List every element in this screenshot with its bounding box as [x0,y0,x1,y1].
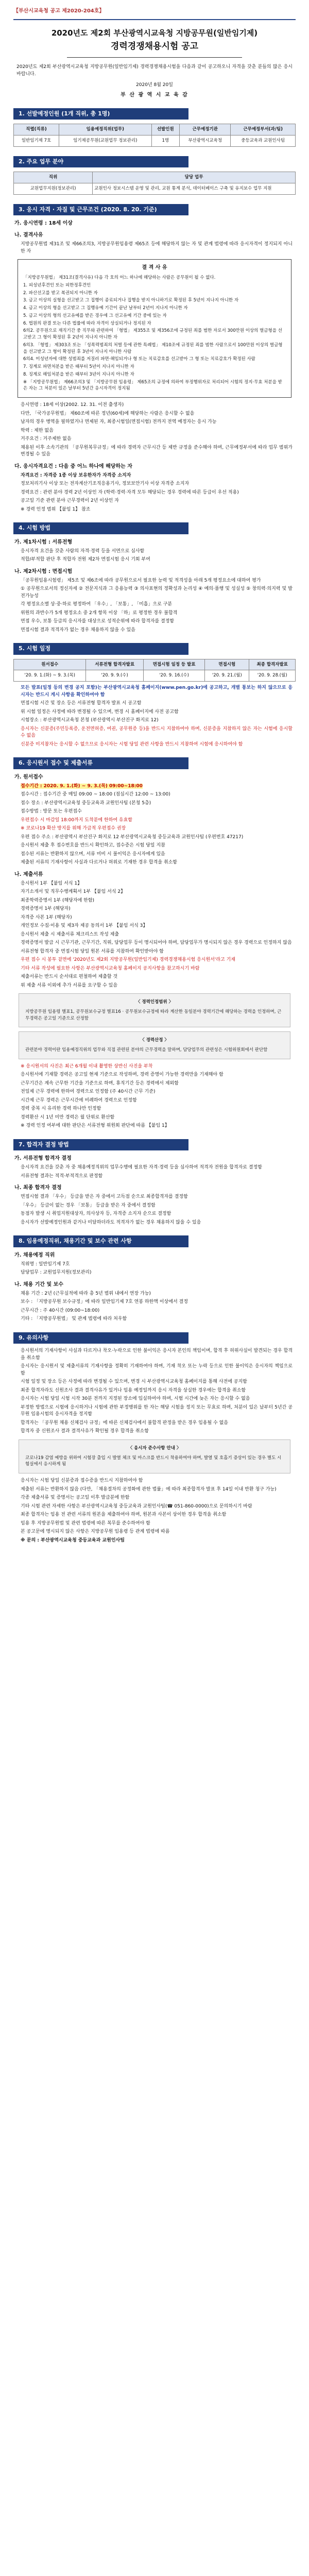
box-text: 지방공무원 임용령 별표1, 공무원보수규정 별표16 · 공무원보수규정에 따라 계산한 동일분야 경력기간에 해당하는 경력을 인정하며, 근무경력은 공고일 기준으로 산정함 [25,1009,282,1021]
section-7-title: 7. 합격자 결정 방법 [13,1139,188,1151]
box-line: 8. 징계로 해임처분을 받은 때부터 3년이 지나지 아니한 자 [23,371,134,377]
box-line: 6의3. 「형법」 제303조 또는 「성폭력범죄의 처벌 등에 관한 특례법」 제10조에 규정된 죄를 범한 사람으로서 100만원 이상의 벌금형을 선고받고 그 형이 확정된 후 3년이 지나지 아니한 사람 [23,342,283,354]
paragraph: 응시원서 1부 【붙임 서식 1】 [21,880,82,886]
paragraph: 최종학력증명서 1부 (해당자에 한함) [21,897,95,903]
section-2-title: 2. 주요 업무 분야 [13,156,188,168]
paragraph: 모든 발표(일정 등의 변경 공지 포함)는 부산광역시교육청 홈페이지(www.pen.go.kr)에 공고하고, 개별 통보는 하지 않으므로 응시자는 반드시 게시 사항을 확인하여야 함 [21,685,293,698]
paragraph: 기타 : 「지방공무원법」 및 관계 법령에 따라 처우함 [21,1316,127,1322]
section-6-title: 6. 응시원서 접수 및 제출서류 [13,757,188,769]
subheading: 나. 최종 합격자 결정 [14,1185,62,1191]
box-line: 2. 파산선고를 받고 복권되지 아니한 자 [23,290,98,296]
paragraph: 제출된 서류는 반환하지 않음 (다만, 「채용절차의 공정화에 관한 법률」에 따라 최종합격자 발표 후 14일 이내 반환 청구 가능) [21,1486,277,1492]
paragraph: 우편 접수 주소 : 부산광역시 부산진구 화지로 12 부산광역시교육청 중등교육과 교원인사팀 (우편번호 47217) [21,834,244,840]
paragraph: 위 제출 서류 이외에 추가 서류를 요구할 수 있음 [21,982,118,988]
table-row [14,670,296,682]
paragraph: ※ 경력 인정 범위 【붙임 1】 참조 [21,506,91,512]
box-line: 6. 법원의 판결 또는 다른 법률에 따라 자격이 상실되거나 정지된 자 [23,320,151,326]
paragraph: 응시원서의 기재사항이 사실과 다르거나 착오·누락으로 인한 불이익은 응시자 본인의 책임이며, 합격 후 허위사실이 발견되는 경우 합격을 취소함 [21,1348,293,1361]
table-header: 선발인원 [151,124,179,135]
notice-box [19,1439,290,1473]
table-cell: '20. 9. 9.(수) [86,670,143,682]
paragraph: ※ 코로나19 확산 방지를 위해 가급적 우편접수 권장 [21,826,126,831]
notice-date: 2020년 8월 20일 [136,82,173,88]
table-cell: 임기제공무원(교원업무 정보관리) [59,135,152,146]
table-header: 서류전형 합격자발표 [86,659,143,670]
paragraph: 면접시험 시간 및 장소 등은 서류전형 합격자 발표 시 공고함 [21,701,142,706]
paragraph: 자기소개서 및 직무수행계획서 1부 【붙임 서식 2】 [21,889,126,894]
box-line: 6의2. 공무원으로 재직기간 중 직무와 관련하여 「형법」 제355조 및 제356조에 규정된 죄를 범한 자로서 300만원 이상의 벌금형을 선고받고 그 형이 확정된 후 2년이 지나지 아니한 자 [23,328,282,340]
paragraph: 「공무원임용시험령」 제5조 및 제6조에 따라 공무원으로서 필요한 능력 및 적격성을 아래 5개 평정요소에 대하여 평가 [21,578,261,583]
paragraph: ※ 응시원서의 사진은 최근 6개월 이내 촬영한 상반신 사진을 부착 [21,1063,153,1069]
table-header: 근무예정부서(과/팀) [231,124,296,135]
paragraph: 면접시험 결과 적격자가 없는 경우 채용하지 않을 수 있음 [21,627,135,633]
table-header: 면접시험 [205,659,249,670]
recruit-table [13,124,296,147]
paragraph: 경력 중복 시 유리한 경력 하나만 인정함 [21,1106,101,1112]
paragraph: 시험장소 : 부산광역시교육청 본청 (부산광역시 부산진구 화지로 12) [21,718,159,723]
paragraph: 각 평정요소별 상·중·하로 평정하여 「우수」, 「보통」, 「미흡」으로 구분 [21,602,173,607]
table-cell: '20. 9. 1.(화) ~ 9. 3.(목) [14,670,86,682]
paragraph: 응시자는 신분증(주민등록증, 운전면허증, 여권, 공무원증 등)을 반드시 지참하여야 하며, 신분증을 지참하지 않은 자는 시험에 응시할 수 없음 [21,726,293,738]
table-cell: 교원업무지원(정보관리) [14,183,93,194]
paragraph: 응시자는 시험 당일 시험 시작 30분 전까지 지정된 장소에 입실하여야 하며, 시험 시간에 늦은 자는 응시할 수 없음 [21,1396,250,1402]
paragraph: 경력증명서 발급 시 근무기관, 근무기간, 직위, 담당업무 등이 명시되어야 하며, 담당업무가 명시되지 않은 경우 경력으로 인정하지 않음 [21,940,292,945]
paragraph: 서류전형 결과는 적격·부적격으로 판정함 [21,1173,103,1179]
paragraph: 최종 합격자는 임용 전 관련 서류의 원본을 제출하여야 하며, 원본과 사본이 상이한 경우 합격을 취소함 [21,1512,227,1517]
subheading: 나. 제출서류 [14,871,43,877]
table-header: 최종 합격자발표 [249,659,296,670]
paragraph: 근무시간 : 주 40시간 (09:00~18:00) [21,1308,100,1313]
subheading: 나. 결격사유 [14,232,43,238]
issuer: 부 산 광 역 시 교 육 감 [121,92,188,98]
subheading: 가. 응시연령 : 18세 이상 [14,221,73,226]
subheading: 나. 제2차시험 : 면접시험 [14,568,73,574]
box-line: 3. 금고 이상의 실형을 선고받고 그 집행이 종료되거나 집행을 받지 아니하기로 확정된 후 5년이 지나지 아니한 자 [23,298,239,303]
table-cell: '20. 9. 21.(월) [205,670,249,682]
section-5-title: 5. 시험 일정 [13,643,188,655]
paragraph: 지방공무원법 제31조 및 제66조의3, 지방공무원임용령 제65조 등에 해당하지 않는 자 및 관계 법령에 따라 응시자격이 정지되지 아니한 자 [21,242,293,254]
box-line: 4. 금고 이상의 형을 선고받고 그 집행유예 기간이 끝난 날부터 2년이 지나지 아니한 자 [23,306,188,311]
box-line: ※ 「지방공무원법」 제66조의3 및 「지방공무원 임용령」 제65조의 규정에 의하여 부정행위자로 처리되어 시험의 정지·무효 처분을 받은 자는 그 처분이 있은 날부터 5년간 응시자격이 정지됨 [23,379,282,392]
paragraph: 위 시험 일정은 사정에 따라 변경될 수 있으며, 변경 시 홈페이지에 사전 공고함 [21,709,179,715]
paragraph: 다만, 「국가공무원법」 제60조에 따른 정년(60세)에 해당하는 사람은 응시할 수 없음 [21,411,195,416]
subheading: 다. 응시자격요건 : 다음 중 어느 하나에 해당하는 자 [14,463,132,469]
paragraph: 본 공고문에 명시되지 않은 사항은 지방공무원 임용령 등 관계 법령에 따름 [21,1529,170,1534]
paragraph: 면접시험 결과 「우수」 등급을 받은 자 중에서 고득점 순으로 최종합격자를 결정함 [21,1194,188,1200]
subheading: 가. 제1차시험 : 서류전형 [14,539,73,545]
paragraph: 경력환산 시 1년 미만 경력은 월 단위로 환산함 [21,1114,115,1120]
paragraph: 담당업무 : 교원업무지원(정보관리) [21,1270,92,1276]
box-text: 관련분야 경력이란 임용예정직위의 업무와 직접 관련된 분야의 근무경력을 말하며, 담당업무의 관련성은 시험위원회에서 판단함 [25,1047,268,1053]
paragraph: 면접 우수, 보통 등급의 응시자를 대상으로 성적순위에 따라 합격자를 결정함 [21,619,175,624]
paragraph: 기타 시험 관련 자세한 사항은 부산광역시교육청 중등교육과 교원인사팀(☎ 051-860-0000)으로 문의하시기 바람 [21,1503,252,1509]
table-cell: '20. 9. 16.(수) [143,670,204,682]
paragraph: 서류전형 합격자 중 면접시험 당일 원본 서류를 지참하여 확인받아야 함 [21,948,164,954]
paragraph: 우편 접수 시 봉투 겉면에 '2020년도 제2회 지방공무원(일반임기제) 경력경쟁채용시험 응시원서'라고 기재 [21,957,235,962]
table-header: 임용예정직위(업무) [59,124,152,135]
paragraph: 공고일 기준 관련 분야 근무경력이 2년 이상인 자 [21,498,119,503]
paragraph: ※ 경력 인정 여부에 대한 판단은 서류전형 위원회 판단에 따름 【붙임 1】 [21,1123,169,1129]
paragraph: 경력증명서 1부 (해당자) [21,906,71,911]
paragraph: 학력 : 제한 없음 [21,428,54,433]
paragraph: 합격자는 「공무원 채용 신체검사 규정」에 따른 신체검사에서 불합격 판정을 받은 경우 임용될 수 없음 [21,1420,228,1426]
paragraph: 자격요건 : 자격증 1종 이상 보유한자가 자격증 소지자 [21,472,131,478]
box-title: 〈 경력인정범위 〉 [135,999,174,1005]
title-line-1: 2020년도 제2회 부산광역시교육청 지방공무원(일반임기제) [51,28,258,38]
table-row [14,183,296,194]
title-line-2: 경력경쟁채용시험 공고 [110,41,199,52]
paragraph: 우편접수 시 마감일 18:00까지 도착분에 한하여 유효함 [21,817,132,823]
paragraph: 최종 합격자라도 신원조사 결과 결격사유가 있거나 임용 예정일까지 응시 자격을 상실한 경우에는 합격을 취소함 [21,1387,246,1393]
paragraph: 제출서류는 반드시 순서대로 편철하여 제출할 것 [21,974,118,979]
paragraph: 응시원서에 기재할 경력은 공고일 현재 기준으로 작성하며, 경력 증명이 가능한 경력만을 기재해야 함 [21,1072,224,1078]
paragraph: ※ 문의 : 부산광역시교육청 중등교육과 교원인사팀 [21,1537,125,1543]
paragraph: 응시자는 시험 당일 신분증과 접수증을 반드시 지참하여야 함 [21,1478,143,1483]
career-calc-box [19,1031,290,1059]
box-line: 1. 피성년후견인 또는 피한정후견인 [23,282,91,288]
subheading: 나. 채용 기간 및 보수 [14,1281,64,1287]
section-3-title: 3. 응시 자격 · 자질 및 근무조건 (2020. 8. 20. 기준) [13,204,188,216]
paragraph: 응시자는 응시원서 및 제출서류의 기재사항을 정확히 기재하여야 하며, 기재 착오 또는 누락 등으로 인한 불이익은 응시자의 책임으로 함 [21,1364,293,1376]
table-cell: 교원인사 정보시스템 운영 및 관리, 교원 통계 분석, 데이터베이스 구축 및 유지보수 업무 지원 [93,183,296,194]
highlighted-text: 접수기간 : 2020. 9. 1.(화) ~ 9. 3.(목) 09:00~18:00 [21,783,143,789]
box-line: 「지방공무원법」 제31조(결격사유) 다음 각 호의 어느 하나에 해당하는 사람은 공무원이 될 수 없다. [23,275,216,280]
paragraph: 기타 서류 작성에 필요한 사항은 부산광역시교육청 홈페이지 공지사항을 참고하시기 바람 [21,965,200,971]
table-header: 담당 업무 [93,172,296,183]
paragraph: 신분증 미지참자는 응시할 수 없으므로 응시자는 시험 당일 관련 사항을 반드시 지참하여 시험에 응시하여야 함 [21,741,243,747]
paragraph: 응시자가 선발예정인원과 같거나 미달하더라도 적격자가 없는 경우 채용하지 않을 수 있음 [21,1219,201,1225]
box-line: 6의4. 미성년자에 대한 성범죄를 저질러 파면·해임되거나 형 또는 치료감호를 선고받아 그 형 또는 치료감호가 확정된 사람 [23,357,255,362]
title-rule [67,57,242,58]
paragraph: 개인정보 수집·이용 및 제3자 제공 동의서 1부 【붙임 서식 3】 [21,923,148,928]
paragraph: 자격증 사본 1부 (해당자) [21,914,72,920]
paragraph: 부정한 방법으로 시험에 응시하거나 시험에 관한 부정행위를 한 자는 해당 시험을 정지 또는 무효로 하며, 처분이 있은 날부터 5년간 공무원 임용시험의 응시자격을 정지함 [21,1404,293,1417]
table-header: 근무예정기관 [180,124,231,135]
table-header: 원서접수 [14,659,86,670]
paragraph: 적합/부적합 판단 후 적합자 전원 제2차 면접시험 응시 기회 부여 [21,557,150,562]
paragraph: 응시원서 제출 후 접수번호를 반드시 확인하고, 접수증은 시험 당일 지참 [21,843,165,848]
intro-text: 2020년도 제2회 부산광역시교육청 지방공무원(일반임기제) 경력경쟁채용시험을 다음과 같이 공고하오니 자격을 갖춘 분들의 많은 응시 바랍니다. [16,64,293,77]
paragraph: 정보처리기사 이상 또는 전자계산기조직응용기사, 정보보안기사 이상 자격증 소지자 [21,481,190,486]
paragraph: 응시연령 : 18세 이상(2002. 12. 31. 이전 출생자) [21,402,124,408]
paragraph: 남자의 경우 병역을 필하였거나 면제된 자, 최종시험일(면접시험) 전까지 전역 예정자는 응시 가능 [21,419,217,425]
paragraph: 접수된 서류는 반환하지 않으며, 서류 미비 시 불이익은 응시자에게 있음 [21,851,165,857]
paragraph: ① 공무원으로서의 정신자세 ② 전문지식과 그 응용능력 ③ 의사표현의 정확성과 논리성 ④ 예의·품행 및 성실성 ⑤ 창의력·의지력 및 발전가능성 [21,586,293,599]
disqualification-box [18,259,291,398]
section-4-title: 4. 시험 방법 [13,522,188,534]
paragraph: 응시자격 요건을 갖춘 사람의 자격·경력 등을 서면으로 심사함 [21,548,145,554]
box-title: 〈 응시자 준수사항 안내 〉 [128,1445,181,1451]
table-header: 직렬(직류) [14,124,59,135]
table-header: 직위 [14,172,93,183]
box-title: 결 격 사 유 [142,265,167,270]
paragraph: 시험 일정 및 장소 등은 사정에 따라 변경될 수 있으며, 변경 시 부산광역시교육청 홈페이지를 통해 사전에 공지함 [21,1379,247,1385]
subheading: 가. 서류전형 합격자 결정 [14,1156,72,1162]
table-row [14,135,296,146]
notice-number: 【부산시교육청 공고 제2020-204호】 [13,8,105,14]
subheading: 가. 채용예정 직위 [14,1252,55,1258]
paragraph: 접수방법 : 방문 또는 우편접수 [21,809,82,814]
paragraph: 시간제 근무 경력은 근무시간에 비례하여 경력으로 인정함 [21,1097,137,1103]
box-line: 5. 금고 이상의 형의 선고유예를 받은 경우에 그 선고유예 기간 중에 있는 자 [23,313,167,318]
paragraph: 경력요건 : 관련 분야 경력 2년 이상인 자 (학력·경력·자격 모두 해당되는 경우 경력에 따른 등급이 우선 적용) [21,489,239,495]
section-9-title: 9. 유의사항 [13,1332,188,1344]
box-line: 7. 징계로 파면처분을 받은 때부터 5년이 지나지 아니한 자 [23,364,134,369]
paragraph: 응시원서 제출 시 제출서류 체크리스트 작성 제출 [21,931,119,937]
paragraph: 전일제 근무 경력에 한하여 경력으로 인정함 (주 40시간 근무 기준) [21,1089,156,1095]
career-range-box [19,993,290,1027]
paragraph: 직위명 : 일반임기제 7호 [21,1261,70,1267]
table-cell: 1명 [151,135,179,146]
schedule-table [13,659,296,682]
paragraph: 거주요건 : 거주제한 없음 [21,436,72,442]
paragraph: 임용 후 지방공무원법 및 관련 법령에 따른 복무를 준수하여야 함 [21,1520,150,1526]
table-header: 면접시험 일정 등 발표 [143,659,204,670]
section-1-title: 1. 선발예정인원 (1개 직위, 총 1명) [13,108,188,120]
paragraph: 「우수」 등급이 없는 경우 「보통」 등급을 받은 자 중에서 결정함 [21,1202,156,1208]
paragraph: 동점자 발생 시 취업지원대상자, 의사상자 등, 자격증 소지자 순으로 결정함 [21,1211,171,1217]
paragraph: 각종 제출서류 및 증명서는 공고일 이후 발급분에 한함 [21,1495,130,1500]
subheading: 가. 원서접수 [14,774,43,780]
paragraph: 합격자 중 신원조사 결과 결격사유가 확인될 경우 합격을 취소함 [21,1429,149,1434]
box-title: 〈 경력산정 〉 [140,1038,169,1043]
box-text: 코로나19 감염 예방을 위하여 시험장 출입 시 발열 체크 및 마스크를 반드시 착용하여야 하며, 발열 및 호흡기 증상이 있는 경우 별도 시험실에서 응시하게 됨 [25,1455,282,1467]
top-rule [13,19,296,20]
table-cell: '20. 9. 28.(월) [249,670,296,682]
paragraph: 접수 장소 : 부산광역시교육청 중등교육과 교원인사팀 (본청 5층) [21,800,151,806]
table-cell: 중등교육과 교원인사팀 [231,135,296,146]
paragraph: 위원의 과반수가 5개 평정요소 중 2개 항목 이상 「하」로 평정한 경우 불합격 [21,610,178,616]
section-8-title: 8. 임용예정직위, 채용기간 및 보수 관련 사항 [13,1235,188,1247]
paragraph [13,783,296,790]
paragraph: 근무기간은 계속 근무한 기간을 기준으로 하며, 휴직기간 등은 경력에서 제외함 [21,1080,179,1086]
paragraph: 보수 : 「지방공무원 보수규정」에 따라 일반임기제 7호 연봉 하한액 이상에서 결정 [21,1299,188,1305]
paragraph: 응시자격 요건을 갖춘 자 중 채용예정직위의 업무수행에 필요한 자격·경력 등을 심사하여 적격자 전원을 합격자로 결정함 [21,1165,262,1171]
paragraph: 제출된 서류의 기재사항이 사실과 다르거나 허위로 기재한 경우 합격을 취소함 [21,860,177,865]
paragraph: 채용 기간 : 2년 (근무실적에 따라 총 5년 범위 내에서 연장 가능) [21,1291,151,1296]
table-cell: 부산광역시교육청 [180,135,231,146]
duty-table [13,172,296,195]
paragraph: 채용된 이후 소속기관의 「공무원복무규정」에 따라 경력자 근무시간 등 제반 규정을 준수해야 하며, 근무예정부서에 따라 업무 범위가 변경될 수 있음 [21,445,293,457]
paragraph: 접수시간 : 접수기간 중 매일 09:00 ~ 18:00 (점심시간 12:00 ~ 13:00) [21,792,170,797]
table-cell: 일반임기제 7호 [14,135,59,146]
